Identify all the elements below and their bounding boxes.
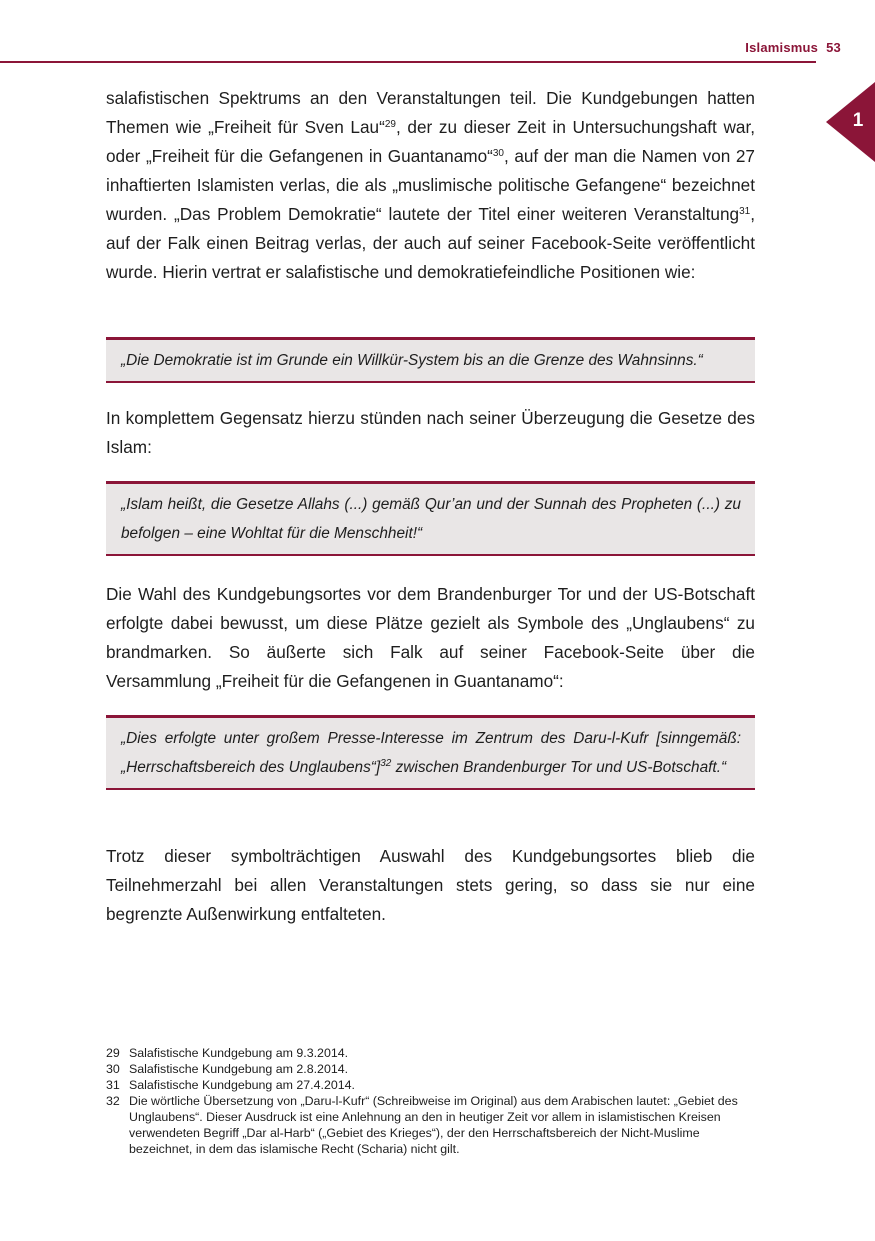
paragraph-1-text-c: , auf der man die Namen von 27 inhaftierten Islamisten verlas, die als „muslimische politische Gefangene“ bezeichnet wurden. „Das Problem Demokratie“ lautete der Titel einer weiteren Veranstaltung	[106, 146, 755, 224]
footnote-text: Salafistische Kundgebung am 2.8.2014.	[129, 1062, 349, 1076]
footnote-number: 29	[106, 1046, 120, 1060]
footnote-ref-29: 29	[384, 119, 396, 130]
quote-box-2	[106, 481, 755, 556]
footnote-number: 31	[106, 1078, 120, 1092]
footnote-29	[106, 1045, 755, 1061]
footnote-number: 30	[106, 1062, 120, 1076]
paragraph-1-text-a: salafistischen Spektrums an den Veranstaltungen teil. Die Kundgebungen hatten Themen wie „Freiheit für Sven Lau“	[106, 88, 755, 137]
quote-2-text: „Islam heißt, die Gesetze Allahs (...) gemäß Qur’an und der Sunnah des Propheten (...) zu befolgen – eine Wohltat für die Menschheit!“	[121, 496, 741, 542]
footnote-ref-31: 31	[739, 206, 751, 217]
footnote-text: Salafistische Kundgebung am 9.3.2014.	[129, 1046, 349, 1060]
footnote-text: Die wörtliche Übersetzung von „Daru-l-Kufr“ (Schreibweise im Original) aus dem Arabischen lautet: „Gebiet des Unglaubens“. Dieser Ausdruck ist eine Anlehnung an den in heutiger Zeit vor allem in islamistischen Kreisen verwendeten Begriff „Dar al-Harb“ („Gebiet des Krieges“), der den Herrschaftsbereich der Nicht-Muslime bezeichnet, in dem das islamische Recht (Scharia) nicht gilt.	[129, 1094, 738, 1156]
paragraph-4-block	[106, 842, 755, 929]
paragraph-4: Trotz dieser symbolträchtigen Auswahl des Kundgebungsortes blieb die Teilnehmerzahl bei allen Veranstaltungen stets gering, so dass sie nur eine begrenzte Außenwirkung entfalteten.	[106, 846, 755, 924]
running-head	[745, 40, 841, 55]
paragraph-3: Die Wahl des Kundgebungsortes vor dem Brandenburger Tor und der US-Botschaft erfolgte dabei bewusst, um diese Plätze gezielt als Symbole des „Unglaubens“ zu brandmarken. So äußerte sich Falk auf seiner Facebook-Seite über die Versammlung „Freiheit für die Gefangenen in Guantanamo“:	[106, 584, 755, 691]
paragraph-2-block	[106, 404, 755, 462]
footnote-text: Salafistische Kundgebung am 27.4.2014.	[129, 1078, 355, 1092]
quote-1-text: „Die Demokratie ist im Grunde ein Willkür-System bis an die Grenze des Wahnsinns.“	[121, 352, 703, 369]
paragraph-1	[106, 84, 755, 287]
paragraph-3-block	[106, 580, 755, 696]
quote-box-1	[106, 337, 755, 383]
quote-3-text-a: „Dies erfolgte unter großem Presse-Interesse im Zentrum des Daru-l-Kufr [sinngemäß: „Herrschaftsbereich des Unglaubens“]	[121, 730, 741, 776]
quote-box-3	[106, 715, 755, 790]
header-rule	[0, 61, 816, 63]
paragraph-1-block	[106, 84, 755, 287]
footnote-ref-32: 32	[380, 758, 392, 769]
paragraph-2: In komplettem Gegensatz hierzu stünden nach seiner Überzeugung die Gesetze des Islam:	[106, 408, 755, 457]
footnote-30	[106, 1061, 755, 1077]
footnote-32	[106, 1093, 755, 1157]
footnote-ref-30: 30	[492, 148, 504, 159]
section-title: Islamismus	[745, 40, 819, 55]
quote-3-text-b: zwischen Brandenburger Tor und US-Botschaft.“	[391, 759, 727, 776]
chapter-tab	[826, 82, 875, 162]
footnote-number: 32	[106, 1094, 120, 1108]
chapter-number: 1	[852, 110, 864, 131]
page-number: 53	[826, 40, 841, 55]
footnotes	[106, 1045, 755, 1157]
paragraph-1-text-b: , der zu dieser Zeit in Untersuchungshaft war, oder „Freiheit für die Gefangenen in Guantanamo“	[106, 117, 755, 166]
footnote-31	[106, 1077, 755, 1093]
paragraph-1-text-d: , auf der Falk einen Beitrag verlas, der auch auf seiner Facebook-Seite veröffentlicht wurde. Hierin vertrat er salafistische und demokratiefeindliche Positionen wie:	[106, 204, 755, 282]
